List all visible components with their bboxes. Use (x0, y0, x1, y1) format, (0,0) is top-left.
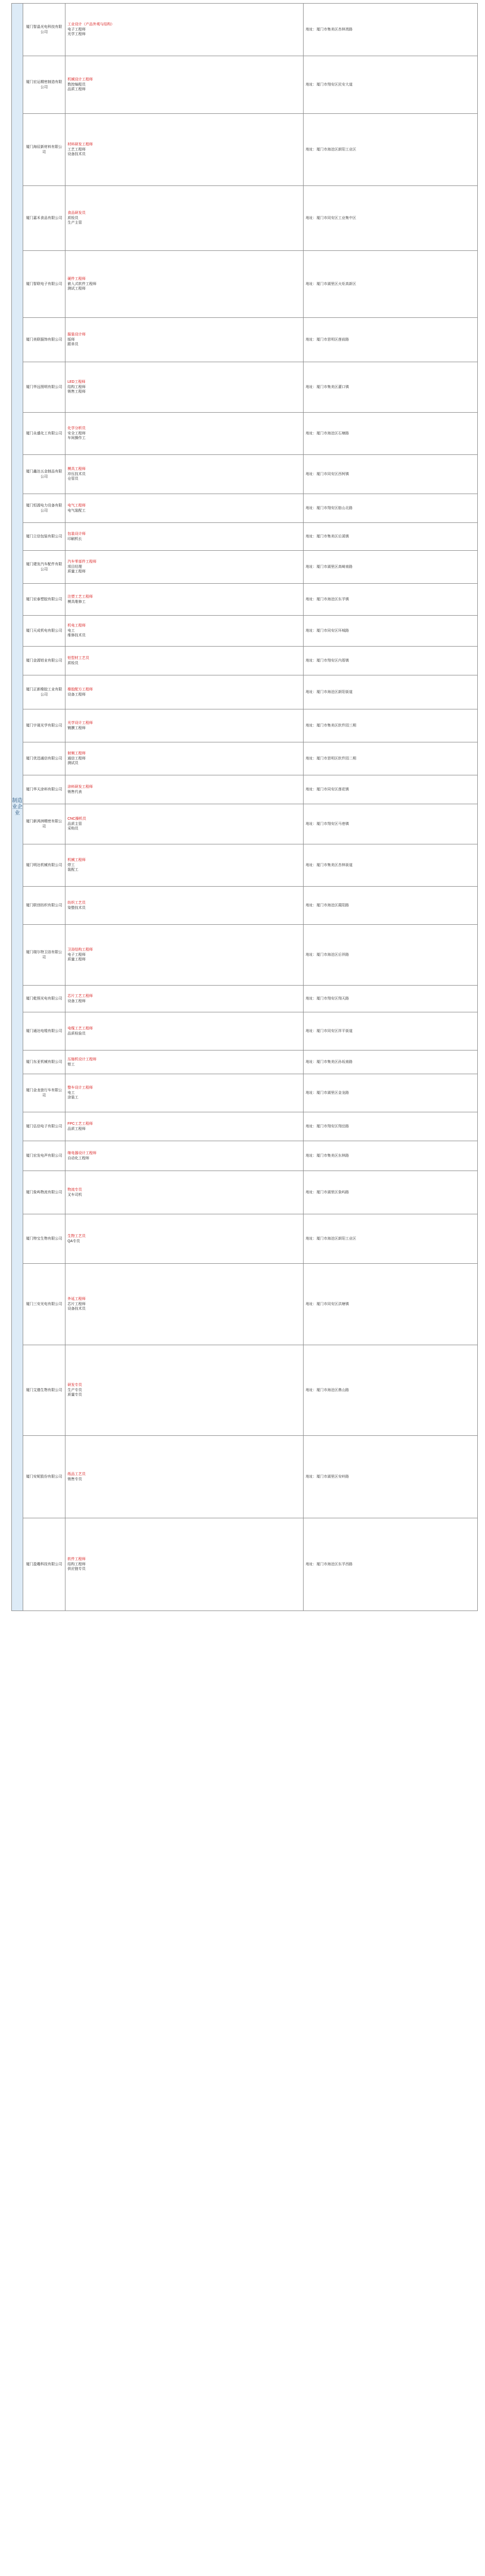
job-description (65, 251, 304, 318)
job-description (65, 455, 304, 494)
job-line: 电子工程师 (68, 27, 86, 31)
company-name: 厦门天成机电有限公司 (23, 616, 65, 647)
job-line: 品质工程师 (68, 1127, 86, 1131)
table-row (12, 413, 478, 455)
table-row (12, 584, 478, 616)
job-line: 自动化工程师 (68, 1156, 89, 1160)
table-row (12, 742, 478, 775)
contact-info: 地址：厦门市集美区灌口镇 (304, 362, 478, 413)
job-line: 涂料研发工程师 (68, 785, 93, 789)
job-description (65, 709, 304, 742)
company-name: 厦门永盛化工有限公司 (23, 413, 65, 455)
job-line: 材料研发工程师 (68, 142, 93, 146)
company-name: 厦门瑞尔特卫浴有限公司 (23, 925, 65, 986)
contact-info: 地址：厦门市湖里区高崎南路 (304, 551, 478, 584)
job-line: 食品研发员 (68, 211, 86, 215)
job-line: 电气装配工 (68, 509, 86, 513)
job-description (65, 616, 304, 647)
job-line: 安全工程师 (68, 431, 86, 435)
job-description (65, 494, 304, 523)
job-line: 品质工程师 (68, 88, 86, 92)
table-row (12, 4, 478, 56)
job-line: 生产主管 (68, 221, 82, 225)
job-description (65, 1112, 304, 1141)
contact-info: 地址：厦门市集美区软件园三期 (304, 709, 478, 742)
contact-info: 地址：厦门市湖里区安岭路 (304, 1436, 478, 1518)
contact-info: 地址：厦门市翔安区内厝镇 (304, 647, 478, 675)
job-description (65, 186, 304, 251)
job-line: 铝型材工艺员 (68, 656, 89, 660)
contact-info: 地址：厦门市海沧区新阳街道 (304, 675, 478, 709)
contact-info: 地址：厦门市同安区环城路 (304, 616, 478, 647)
company-name: 厦门宇晟光学有限公司 (23, 709, 65, 742)
job-line: 工艺工程师 (68, 147, 86, 151)
job-line: 芯片工程师 (68, 1302, 86, 1306)
table-row (12, 925, 478, 986)
contact-info: 地址：厦门市集美区杏林湾路 (304, 4, 478, 56)
table-row (12, 186, 478, 251)
table-row (12, 1345, 478, 1436)
job-line: 染整技术员 (68, 906, 86, 910)
table-row (12, 114, 478, 186)
company-name: 厦门立信包装有限公司 (23, 523, 65, 551)
table-row (12, 1074, 478, 1112)
company-name: 厦门特宝生物有限公司 (23, 1214, 65, 1264)
table-row (12, 1050, 478, 1074)
company-name: 厦门建发汽车配件有限公司 (23, 551, 65, 584)
table-row (12, 675, 478, 709)
job-line: 品质主管 (68, 822, 82, 826)
table-row (12, 986, 478, 1012)
contact-info: 地址：厦门市海沧区新阳工业区 (304, 114, 478, 186)
contact-info: 地址：厦门市海沧区东孚镇 (304, 584, 478, 616)
table-row (12, 1518, 478, 1611)
job-line: 设备技术员 (68, 1307, 86, 1311)
job-line: 测试员 (68, 761, 78, 766)
job-line: 硬件工程师 (68, 277, 86, 281)
job-line: 电工 (68, 629, 75, 633)
job-line: 销售工程师 (68, 390, 86, 394)
contact-info: 地址：厦门市同安区西柯镇 (304, 455, 478, 494)
company-name: 厦门恒源电力设备有限公司 (23, 494, 65, 523)
company-name: 厦门华远照明有限公司 (23, 362, 65, 413)
job-description (65, 413, 304, 455)
company-name: 厦门智联电子有限公司 (23, 251, 65, 318)
contact-info: 地址：厦门市集美区杏林街道 (304, 844, 478, 887)
company-name: 厦门象屿物流有限公司 (23, 1171, 65, 1214)
contact-info: 地址：厦门市集美区东林路 (304, 1141, 478, 1171)
job-line: 物流专员 (68, 1188, 82, 1192)
company-name: 厦门华天涂料有限公司 (23, 775, 65, 804)
company-name: 厦门艾德生物有限公司 (23, 1345, 65, 1436)
job-description (65, 1345, 304, 1436)
table-row (12, 1264, 478, 1345)
company-name: 厦门盈趣科技有限公司 (23, 1518, 65, 1611)
job-line: 研发专员 (68, 1383, 82, 1387)
job-line: 销售专员 (68, 1477, 82, 1481)
job-line: 质量工程师 (68, 958, 86, 962)
company-name: 厦门通达电缆有限公司 (23, 1012, 65, 1050)
table-row (12, 1141, 478, 1171)
job-description (65, 523, 304, 551)
company-name: 厦门宏运精密制造有限公司 (23, 56, 65, 114)
contact-info: 地址：厦门市海沧区后祥路 (304, 925, 478, 986)
contact-info: 地址：厦门市翔安区舫山北路 (304, 494, 478, 523)
company-name: 厦门正新橡胶工业有限公司 (23, 675, 65, 709)
job-line: 品质检验员 (68, 1031, 86, 1036)
contact-info: 地址：厦门市海沧区霞阳路 (304, 887, 478, 925)
table-row (12, 1436, 478, 1518)
job-description (65, 775, 304, 804)
job-description (65, 925, 304, 986)
job-line: FPC工艺工程师 (68, 1122, 93, 1126)
job-line: 仓管员 (68, 477, 78, 481)
job-line: 外延工程师 (68, 1297, 86, 1301)
job-description (65, 675, 304, 709)
job-line: 涂装工 (68, 1096, 78, 1100)
company-name: 厦门美联服饰有限公司 (23, 318, 65, 362)
job-line: 压缩机设计工程师 (68, 1057, 96, 1061)
contact-info: 地址：厦门市翔安区马巷镇 (304, 804, 478, 844)
job-line: 生产专员 (68, 1388, 82, 1392)
job-line: 整车设计工程师 (68, 1086, 93, 1090)
job-line: 印刷机长 (68, 537, 82, 541)
contact-info: 地址：厦门市海沧区石塘路 (304, 413, 478, 455)
table-row (12, 523, 478, 551)
contact-info: 地址：厦门市思明区莲前路 (304, 318, 478, 362)
job-line: 包装设计师 (68, 532, 86, 536)
company-name: 厦门联创纺织有限公司 (23, 887, 65, 925)
contact-info: 地址：厦门市翔安区翔天路 (304, 986, 478, 1012)
company-name: 厦门海辰新材料有限公司 (23, 114, 65, 186)
contact-info: 地址：厦门市海沧区新阳工业区 (304, 1214, 478, 1264)
table-row (12, 1214, 478, 1264)
job-description (65, 1141, 304, 1171)
contact-info: 地址：厦门市同安区祥平街道 (304, 1012, 478, 1050)
job-line: 质检员 (68, 661, 78, 665)
job-line: 模具维修工 (68, 600, 86, 604)
table-row (12, 887, 478, 925)
job-line: 镀膜工程师 (68, 726, 86, 730)
job-line: 嵌入式软件工程师 (68, 282, 96, 286)
job-line: 设备工程师 (68, 692, 86, 697)
job-line: 销售代表 (68, 790, 82, 794)
table-row (12, 804, 478, 844)
job-description (65, 584, 304, 616)
table-row (12, 1171, 478, 1214)
contact-info: 地址：厦门市湖里区金龙路 (304, 1074, 478, 1112)
job-line: 机械工程师 (68, 858, 86, 862)
job-line: 维修技术员 (68, 634, 86, 638)
contact-info: 地址：厦门市集美区孙坂南路 (304, 1050, 478, 1074)
job-description (65, 114, 304, 186)
job-line: 卫浴结构工程师 (68, 947, 93, 952)
contact-info: 地址：厦门市同安区莲花镇 (304, 775, 478, 804)
table-row (12, 318, 478, 362)
job-line: 质量专员 (68, 1393, 82, 1397)
table-row (12, 647, 478, 675)
table-row (12, 1012, 478, 1050)
job-line: 供应链专员 (68, 1567, 86, 1571)
table-row (12, 362, 478, 413)
job-line: 纸品工艺员 (68, 1472, 86, 1476)
job-description (65, 551, 304, 584)
job-description (65, 56, 304, 114)
job-description (65, 4, 304, 56)
job-description (65, 804, 304, 844)
job-line: 叉车司机 (68, 1193, 82, 1197)
company-name: 厦门优迅通信有限公司 (23, 742, 65, 775)
job-description (65, 1074, 304, 1112)
contact-info: 地址：厦门市集美区后溪镇 (304, 523, 478, 551)
job-line: 结构工程师 (68, 385, 86, 389)
job-line: 数控编程员 (68, 82, 86, 87)
table-row (12, 56, 478, 114)
table-row (12, 455, 478, 494)
category-cell: 制造业企业 (12, 4, 23, 1611)
job-line: 橡胶配方工程师 (68, 687, 93, 691)
contact-info: 地址：厦门市同安区工业集中区 (304, 186, 478, 251)
job-line: 注塑工艺工程师 (68, 595, 93, 599)
company-name: 厦门金龙旅行车有限公司 (23, 1074, 65, 1112)
job-line: 电子工程师 (68, 953, 86, 957)
company-name: 厦门明达机械有限公司 (23, 844, 65, 887)
job-description (65, 362, 304, 413)
job-line: 设备技术员 (68, 152, 86, 157)
contact-info: 地址：厦门市翔安区翔岳路 (304, 1112, 478, 1141)
job-line: 设备工程师 (68, 999, 86, 1003)
company-name: 厦门智晶光电科技有限公司 (23, 4, 65, 56)
job-description (65, 1050, 304, 1074)
contact-info: 地址：厦门市海沧区东孚西路 (304, 1518, 478, 1611)
job-line: 钳工 (68, 1062, 75, 1066)
table-row (12, 1112, 478, 1141)
job-description (65, 742, 304, 775)
job-line: 版师 (68, 337, 75, 342)
table-row (12, 616, 478, 647)
job-line: 机械设计工程师 (68, 77, 93, 81)
job-description (65, 1214, 304, 1264)
table-row (12, 551, 478, 584)
job-line: 车间操作工 (68, 436, 86, 440)
table-row (12, 251, 478, 318)
company-name: 厦门乾照光电有限公司 (23, 986, 65, 1012)
contact-info: 地址：厦门市湖里区象屿路 (304, 1171, 478, 1214)
job-line: 机电工程师 (68, 623, 86, 628)
job-line: 电缆工艺工程师 (68, 1026, 93, 1030)
job-line: 通信工程师 (68, 756, 86, 760)
job-line: 生物工艺员 (68, 1234, 86, 1238)
company-name: 厦门三安光电有限公司 (23, 1264, 65, 1345)
job-line: 跟单员 (68, 343, 78, 347)
job-line: 焊工 (68, 863, 75, 867)
job-line: QA专员 (68, 1239, 80, 1243)
table-row (12, 775, 478, 804)
job-line: 光学工程师 (68, 32, 86, 37)
job-line: 模具工程师 (68, 467, 86, 471)
job-description (65, 1264, 304, 1345)
company-name: 厦门嘉禾食品有限公司 (23, 186, 65, 251)
company-name: 厦门金源铝业有限公司 (23, 647, 65, 675)
job-line: 冲压技术员 (68, 472, 86, 476)
company-name: 厦门宏泰塑胶有限公司 (23, 584, 65, 616)
table-row (12, 494, 478, 523)
job-line: 继电器设计工程师 (68, 1151, 96, 1155)
job-description (65, 318, 304, 362)
company-name: 厦门鑫达五金制品有限公司 (23, 455, 65, 494)
job-description (65, 844, 304, 887)
company-name: 厦门新鸿洲精密有限公司 (23, 804, 65, 844)
contact-info: 地址：厦门市同安区洪塘镇 (304, 1264, 478, 1345)
job-line: 芯片工艺工程师 (68, 994, 93, 998)
job-line: 汽车零部件工程师 (68, 560, 96, 564)
job-line: 工业设计（产品外观与结构） (68, 22, 114, 26)
job-line: 射频工程师 (68, 751, 86, 755)
job-line: 纺织工艺员 (68, 901, 86, 905)
company-name: 厦门安妮股份有限公司 (23, 1436, 65, 1518)
job-line: 光学设计工程师 (68, 721, 93, 725)
company-name: 厦门宏发电声有限公司 (23, 1141, 65, 1171)
company-name: 厦门东亚机械有限公司 (23, 1050, 65, 1074)
recruitment-table (11, 3, 478, 1611)
job-description (65, 887, 304, 925)
contact-info: 地址：厦门市湖里区火炬高新区 (304, 251, 478, 318)
company-name: 厦门弘信电子有限公司 (23, 1112, 65, 1141)
job-line: 化学分析员 (68, 426, 86, 430)
job-line: 项目经理 (68, 565, 82, 569)
job-line: 电气工程师 (68, 503, 86, 507)
contact-info: 地址：厦门市思明区软件园二期 (304, 742, 478, 775)
table-row (12, 844, 478, 887)
job-description (65, 1171, 304, 1214)
job-line: 软件工程师 (68, 1557, 86, 1561)
job-description (65, 1518, 304, 1611)
job-line: 结构工程师 (68, 1562, 86, 1566)
job-line: 电工 (68, 1091, 75, 1095)
job-description (65, 1436, 304, 1518)
job-line: 质量工程师 (68, 570, 86, 574)
job-line: 质检员 (68, 216, 78, 220)
job-line: 服装设计师 (68, 332, 86, 336)
job-description (65, 647, 304, 675)
job-line: 测试工程师 (68, 287, 86, 291)
job-line: 装配工 (68, 868, 78, 872)
contact-info: 地址：厦门市海沧区鼎山路 (304, 1345, 478, 1436)
job-description (65, 986, 304, 1012)
job-line: 采购员 (68, 827, 78, 831)
contact-info: 地址：厦门市翔安区民安大道 (304, 56, 478, 114)
job-description (65, 1012, 304, 1050)
table-row (12, 709, 478, 742)
job-line: CNC操机员 (68, 817, 87, 821)
job-line: LED工程师 (68, 380, 86, 384)
